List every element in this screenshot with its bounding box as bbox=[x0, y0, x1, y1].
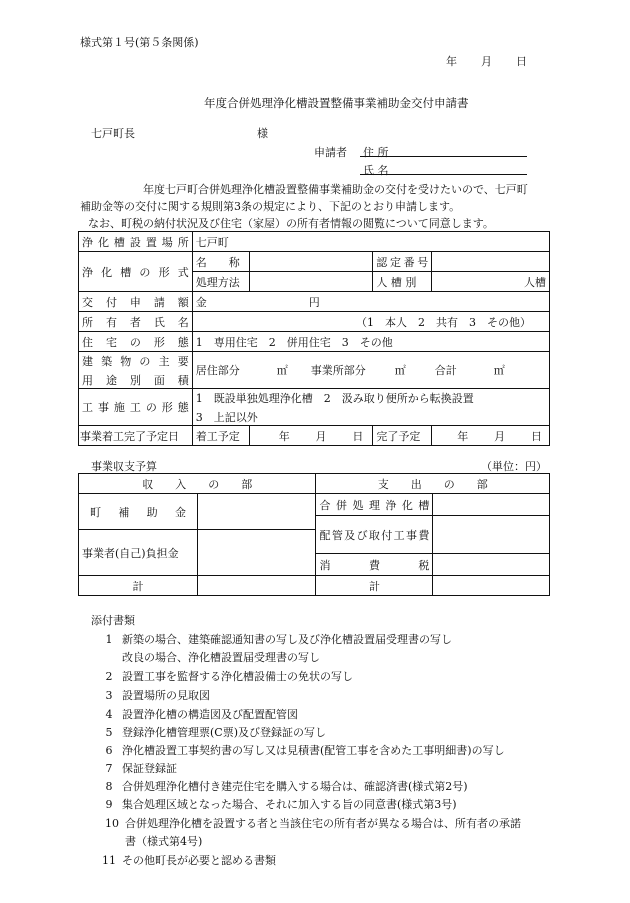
attachment-item bbox=[96, 687, 210, 703]
area-unit-1: ㎡ bbox=[276, 364, 288, 377]
attachment-text: 改良の場合、浄化槽設置届受理書の写し bbox=[122, 651, 320, 664]
area-unit-2: ㎡ bbox=[394, 364, 406, 377]
self-burden-label: 事業者(自己)負担金 bbox=[82, 546, 179, 560]
capacity-unit: 人槽 bbox=[524, 275, 546, 289]
end-month: 月 bbox=[494, 429, 506, 443]
income-header: 収 入 の 部 bbox=[142, 477, 253, 491]
attachment-number: 8 bbox=[105, 780, 113, 793]
work-options-line2[interactable]: 3 上記以外 bbox=[195, 410, 258, 424]
expense-total-amount[interactable] bbox=[433, 576, 550, 596]
start-label: 着工予定 bbox=[195, 429, 240, 443]
attachment-text: その他町長が必要と認める書類 bbox=[122, 854, 276, 867]
area-residential-label: 居住部分 bbox=[195, 364, 240, 377]
expense-total-label: 計 bbox=[368, 579, 380, 593]
amount-kin: 金 bbox=[195, 295, 207, 309]
expense-piping-amount[interactable] bbox=[433, 516, 550, 554]
addressee: 七戸町長 bbox=[91, 127, 135, 140]
attachment-item bbox=[96, 706, 298, 722]
area-office-label: 事業所部分 bbox=[310, 364, 366, 377]
attachment-item bbox=[96, 631, 452, 647]
expense-tax-amount[interactable] bbox=[433, 554, 550, 576]
end-label: 完了予定 bbox=[376, 429, 421, 443]
form-number: 様式第１号(第５条関係) bbox=[80, 36, 199, 49]
attachment-text: 設置浄化槽の構造図及び配置配管図 bbox=[122, 708, 298, 721]
attachment-number: 3 bbox=[105, 689, 113, 702]
subsidy-label: 町 補 助 金 bbox=[90, 505, 186, 519]
amount-label: 交 付 申 請 額 bbox=[82, 295, 189, 309]
address-label: 住 所 bbox=[363, 146, 389, 159]
attachment-text: 登録浄化槽管理票(C票)及び登録証の写し bbox=[122, 726, 326, 739]
self-burden-amount[interactable] bbox=[197, 530, 316, 576]
owner-options[interactable]: （1 本人 2 共有 3 その他） bbox=[356, 315, 531, 329]
date-day-label: 日 bbox=[516, 55, 527, 68]
subsidy-amount[interactable] bbox=[197, 494, 316, 530]
area-unit-3: ㎡ bbox=[493, 364, 505, 377]
housing-options[interactable]: 1 専用住宅 2 併用住宅 3 その他 bbox=[195, 335, 393, 349]
attachment-number: 2 bbox=[105, 670, 113, 683]
work-options-line1[interactable]: 1 既設単独処理浄化槽 2 汲み取り便所から転換設置 bbox=[195, 391, 474, 405]
cert-number-label: 認 定 番 号 bbox=[376, 255, 429, 269]
location-value[interactable]: 七戸町 bbox=[195, 235, 229, 249]
amount-yen: 円 bbox=[308, 295, 320, 309]
attachment-number: 4 bbox=[105, 708, 113, 721]
start-month: 月 bbox=[315, 429, 327, 443]
schedule-label: 事業着工完了予定日 bbox=[80, 429, 179, 443]
expense-item-tank: 合 併 処 理 浄 化 槽 bbox=[319, 498, 430, 512]
capacity-label: 人 槽 別 bbox=[376, 275, 417, 289]
budget-heading: 事業収支予算 bbox=[91, 460, 157, 473]
expense-item-piping: 配 管 及 び 取 付 工 事 費 bbox=[319, 528, 430, 542]
date-month-label: 月 bbox=[481, 55, 492, 68]
area-label-line2: 用 途 別 面 積 bbox=[82, 373, 189, 387]
attachment-item bbox=[96, 724, 326, 740]
cert-number-value[interactable] bbox=[432, 252, 550, 272]
attachment-item bbox=[96, 778, 468, 794]
attachment-text: 合併処理浄化槽を設置する者と当該住宅の所有者が異なる場合は、所有者の承諾 bbox=[125, 817, 521, 830]
area-total-label: 合計 bbox=[434, 364, 457, 377]
attachment-item bbox=[99, 833, 202, 849]
applicant-label: 申請者 bbox=[314, 146, 347, 159]
name-label: 氏 名 bbox=[363, 164, 389, 177]
attachment-text: 合併処理浄化槽付き建売住宅を購入する場合は、確認済書(様式第2号) bbox=[122, 780, 468, 793]
budget-table bbox=[78, 473, 550, 596]
owner-label: 所 有 者 氏 名 bbox=[82, 315, 189, 329]
intro-line-2: 補助金等の交付に関する規則第3条の規定により、下記のとおり申請します。 bbox=[80, 200, 461, 213]
start-date-field[interactable] bbox=[249, 426, 373, 446]
end-day: 日 bbox=[530, 429, 542, 443]
consent-line: なお、町税の納付状況及び住宅（家屋）の所有者情報の閲覧について同意します。 bbox=[88, 217, 494, 230]
attachment-number: 7 bbox=[105, 762, 113, 775]
attachment-item bbox=[96, 649, 320, 665]
attachment-text: 新築の場合、建築確認通知書の写し及び浄化槽設置届受理書の写し bbox=[122, 633, 452, 646]
attachment-text: 浄化槽設置工事契約書の写し又は見積書(配管工事を含めた工事明細書)の写し bbox=[122, 744, 505, 757]
attachment-text: 書（様式第4号) bbox=[125, 835, 203, 848]
tank-name-label: 名 称 bbox=[195, 255, 240, 269]
attachment-number: 1 bbox=[105, 633, 113, 646]
start-year: 年 bbox=[278, 429, 290, 443]
housing-label: 住 宅 の 形 態 bbox=[82, 335, 189, 349]
attachment-text: 設置場所の見取図 bbox=[122, 689, 210, 702]
expense-header: 支 出 の 部 bbox=[377, 477, 488, 491]
addressee-honorific: 様 bbox=[257, 127, 268, 140]
attachment-item bbox=[96, 852, 276, 868]
address-field[interactable] bbox=[360, 156, 527, 157]
attachment-item bbox=[99, 815, 521, 831]
income-total-label: 計 bbox=[132, 579, 144, 593]
attachment-number: 5 bbox=[105, 726, 113, 739]
attachment-number: 11 bbox=[102, 854, 116, 867]
attachment-number: 6 bbox=[105, 744, 113, 757]
document-title: 年度合併処理浄化槽設置整備事業補助金交付申請書 bbox=[204, 96, 469, 110]
intro-line-1: 年度七戸町合併処理浄化槽設置整備事業補助金の交付を受けたいので、七戸町 bbox=[143, 183, 528, 196]
date-year-label: 年 bbox=[446, 55, 457, 68]
area-label-line1: 建 築 物 の 主 要 bbox=[82, 354, 189, 368]
expense-item-tax: 消 費 税 bbox=[319, 558, 430, 572]
attachment-number: 9 bbox=[105, 798, 113, 811]
end-date-field[interactable] bbox=[432, 426, 550, 446]
attachment-text: 設置工事を監督する浄化槽設備士の免状の写し bbox=[122, 670, 353, 683]
method-label: 処理方法 bbox=[195, 275, 240, 289]
method-value[interactable] bbox=[249, 272, 373, 292]
attachment-text: 保証登録証 bbox=[122, 762, 177, 775]
attachment-text: 集合処理区域となった場合、それに加入する旨の同意書(様式第3号) bbox=[122, 798, 457, 811]
start-day: 日 bbox=[352, 429, 364, 443]
attachment-item bbox=[96, 742, 505, 758]
budget-unit: （単位：円） bbox=[481, 460, 547, 473]
tank-type-label: 浄 化 槽 の 形 式 bbox=[82, 265, 189, 279]
expense-tank-amount[interactable] bbox=[433, 494, 550, 516]
location-label: 浄 化 槽 設 置 場 所 bbox=[82, 235, 189, 249]
attachments-heading: 添付書類 bbox=[91, 614, 135, 627]
application-table bbox=[78, 231, 550, 446]
tank-name-value[interactable] bbox=[249, 252, 373, 272]
income-total-amount[interactable] bbox=[197, 576, 316, 596]
attachment-item bbox=[96, 760, 177, 776]
work-type-label: 工 事 施 工 の 形 態 bbox=[82, 401, 189, 414]
name-field[interactable] bbox=[360, 174, 527, 175]
attachment-item bbox=[96, 796, 457, 812]
attachment-number: 10 bbox=[105, 817, 119, 830]
end-year: 年 bbox=[457, 429, 469, 443]
attachment-item bbox=[96, 668, 353, 684]
